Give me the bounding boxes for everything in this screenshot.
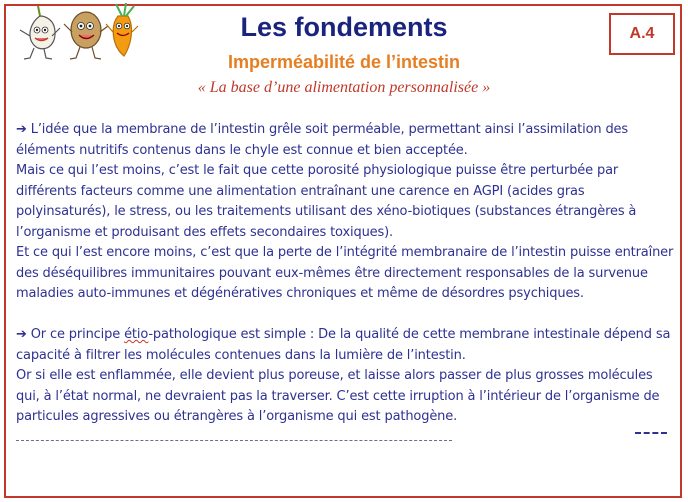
- principle-prefix: ➔ Or ce principe: [16, 327, 125, 342]
- trailing-dash: [635, 432, 667, 434]
- principle-rest: -pathologique est simple : De la qualité de cette membrane intestinale dépend sa capacité à filtrer les molécules contenues dans la lumière de l’intestin.: [16, 327, 671, 363]
- paragraph-immune: Et ce qui l’est encore moins, c’est que la perte de l’intégrité membranaire de l’intestin puisse entraîner des déséquilibres immunitaires pouvant eux-mêmes être directement responsables de la survenue maladies auto-immunes et dégénératives chroniques et même de désordres psychiques.: [16, 245, 674, 301]
- page-subtitle: Imperméabilité de l’intestin: [227, 52, 461, 72]
- spelling-flag-word: étio: [124, 327, 149, 342]
- paragraph-intro: ➔ L’idée que la membrane de l’intestin grêle soit perméable, permettant ainsi l’assimilation des éléments nutritifs contenus dans le chyle est connue et bien acceptée.: [16, 122, 629, 158]
- paragraph-pathogen: Or si elle est enflammée, elle devient plus poreuse, et laisse alors passer de plus grosses molécules qui, à l’état normal, ne devraient pas la traverser. C’est cette irruption à l’intérieur de l’organisme de particules agressives ou étrangères à l’organisme qui est pathogène.: [16, 368, 660, 424]
- page-title: Les fondements: [240, 12, 448, 42]
- section-code-badge: A.4: [609, 13, 675, 55]
- body-text: [16, 120, 674, 428]
- page-tagline: « La base d’une alimentation personnalisée »: [197, 79, 491, 96]
- paragraph-principle: [16, 325, 674, 366]
- dashed-separator: [16, 440, 452, 441]
- paragraph-spacer: [16, 305, 674, 326]
- paragraph-porosity: Mais ce qui l’est moins, c’est le fait que cette porosité physiologique puisse être perturbée par différents facteurs comme une alimentation entraînant une carence en AGPI (acides gras polyinsaturés), le stress, ou les traitements utilisant des xéno-biotiques (substances étrangères à l’organisme et produisant des effets secondaires toxiques).: [16, 163, 637, 240]
